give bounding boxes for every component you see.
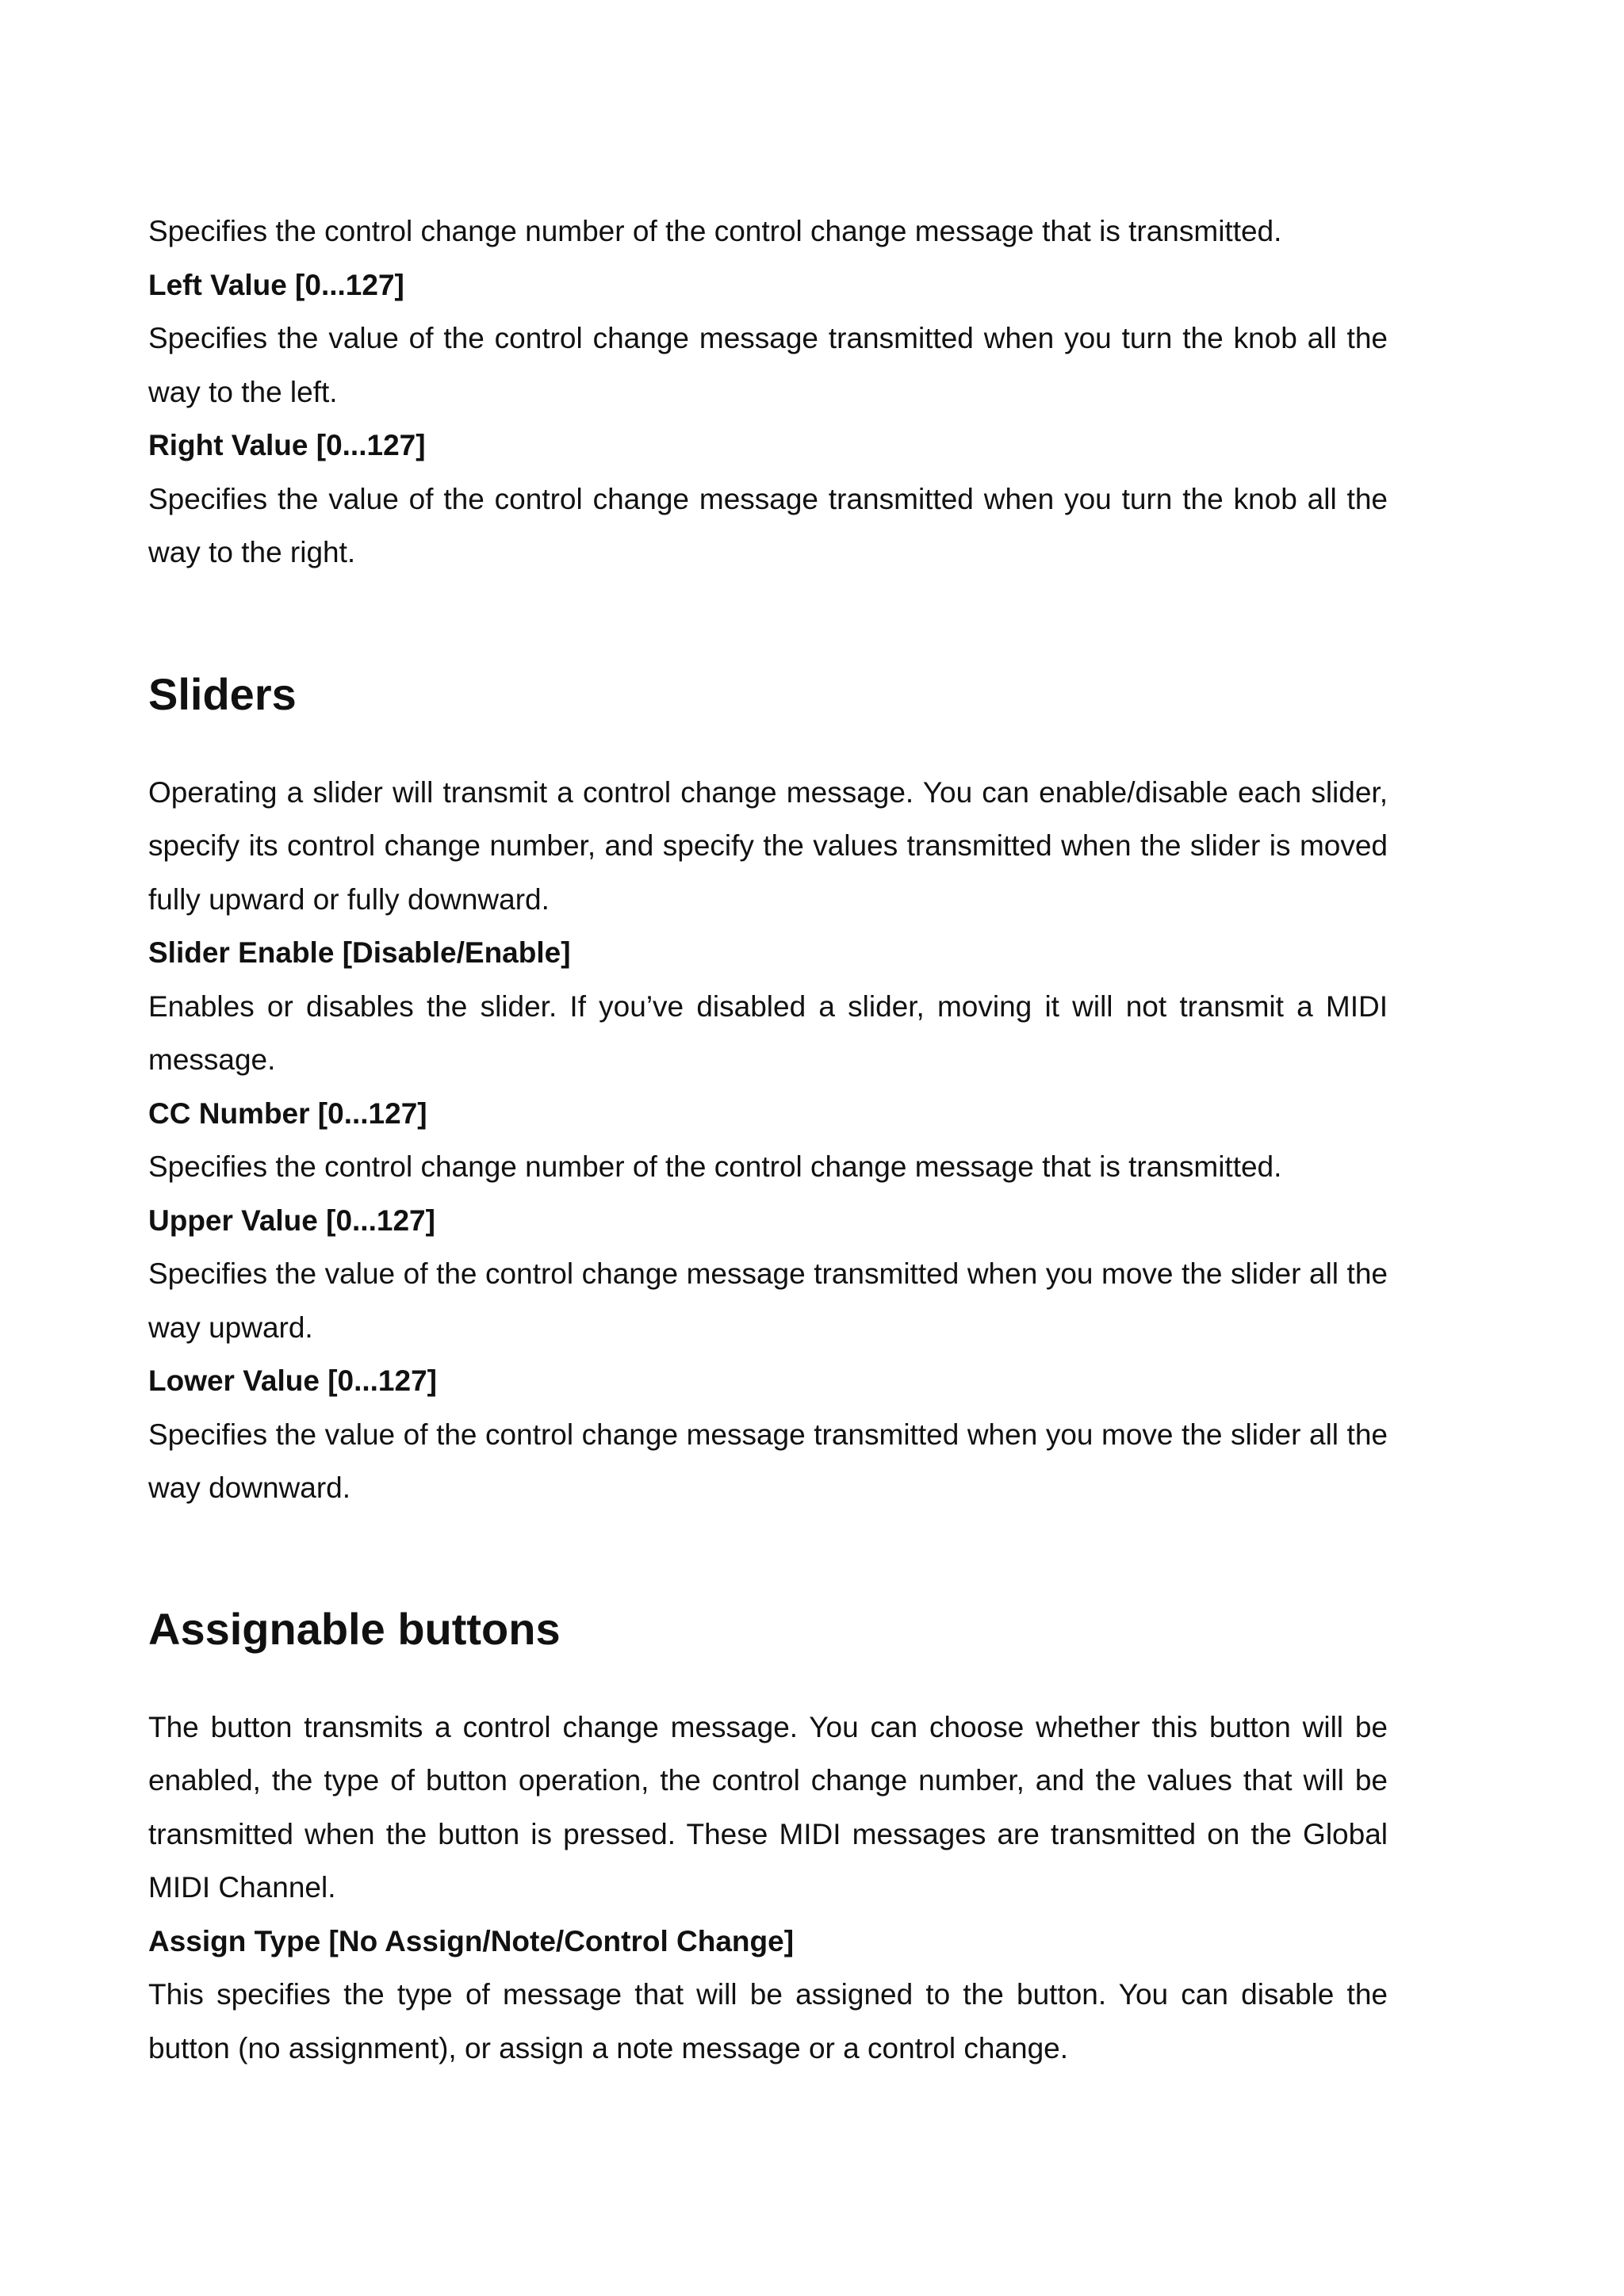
assignable-buttons-section-title: Assignable buttons (148, 1603, 561, 1654)
slider-cc-number-heading: CC Number [0...127] (148, 1096, 427, 1130)
left-value-heading: Left Value [0...127] (148, 268, 404, 301)
document-page (148, 205, 1388, 2075)
assign-type-heading: Assign Type [No Assign/Note/Control Change] (148, 1924, 795, 1957)
cc-number-description: Specifies the control change number of the control change message that is transmitted. (148, 215, 1282, 247)
slider-enable-heading: Slider Enable [Disable/Enable] (148, 936, 571, 969)
right-value-heading: Right Value [0...127] (148, 429, 426, 461)
assign-type-description: This specifies the type of message that will be assigned to the button. You can disable the button (no assignment), or assign a note message or a control change. (148, 1978, 1388, 2064)
slider-enable-description: Enables or disables the slider. If you’ve disabled a slider, moving it will not transmit a MIDI message. (148, 989, 1388, 1076)
lower-value-description: Specifies the value of the control change message transmitted when you move the slider all the way downward. (148, 1418, 1388, 1504)
sliders-intro: Operating a slider will transmit a control change message. You can enable/disable each slider, specify its control change number, and specify the values transmitted when the slider is moved fully upward or fully downward. (148, 775, 1388, 916)
assignable-buttons-intro: The button transmits a control change message. You can choose whether this button will be enabled, the type of button operation, the control change number, and the values that will be transmitted when the button is pressed. These MIDI messages are transmitted on the Global MIDI Channel. (148, 1710, 1388, 1904)
left-value-description: Specifies the value of the control change message transmitted when you turn the knob all the way to the left. (148, 322, 1388, 408)
lower-value-heading: Lower Value [0...127] (148, 1364, 437, 1397)
slider-cc-number-description: Specifies the control change number of the control change message that is transmitted. (148, 1150, 1282, 1183)
right-value-description: Specifies the value of the control change message transmitted when you turn the knob all the way to the right. (148, 482, 1388, 568)
upper-value-heading: Upper Value [0...127] (148, 1203, 435, 1237)
sliders-section-title: Sliders (148, 668, 297, 719)
upper-value-description: Specifies the value of the control change message transmitted when you move the slider all the way upward. (148, 1257, 1388, 1344)
